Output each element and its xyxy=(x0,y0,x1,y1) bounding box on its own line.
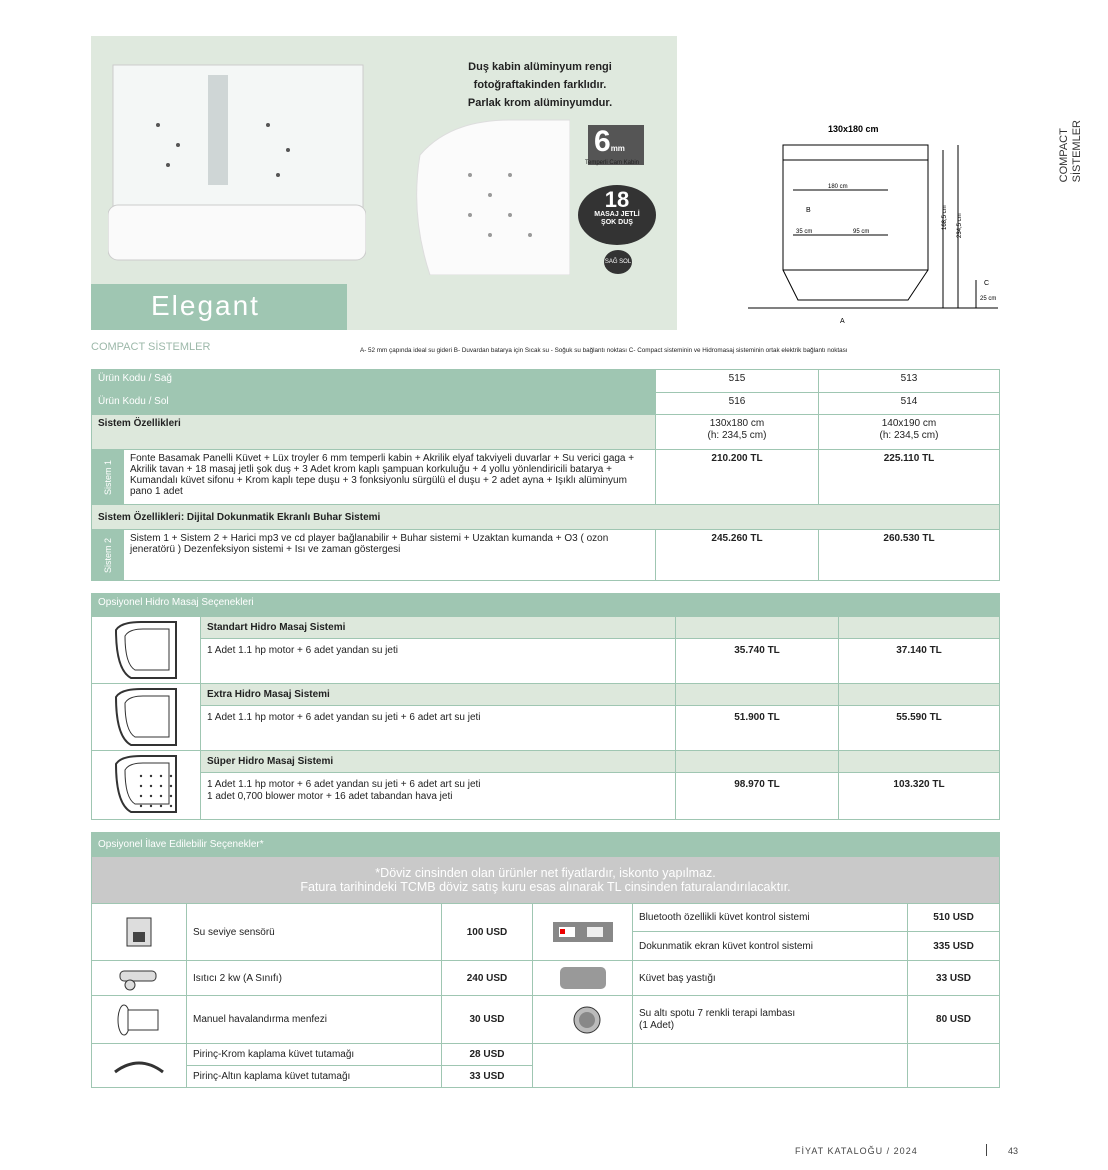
side-label-line: SİSTEMLER xyxy=(1071,120,1083,183)
hydro-name: Standart Hidro Masaj Sistemi xyxy=(201,617,676,639)
hydro-option xyxy=(92,751,1000,773)
size-cell: 140x190 cm (h: 234,5 cm) xyxy=(819,415,1000,450)
extra-name: Dokunmatik ekran küvet kontrol sistemi xyxy=(633,932,908,961)
row-label: Ürün Kodu / Sol xyxy=(92,393,656,415)
table-heading: Opsiyonel İlave Edilebilir Seçenekler* xyxy=(92,833,1000,857)
dim-label: 234,5 cm xyxy=(957,213,963,238)
price-cell: 98.970 TL xyxy=(676,773,839,820)
hydro-name: Extra Hidro Masaj Sistemi xyxy=(201,684,676,706)
hydro-desc: 1 Adet 1.1 hp motor + 6 adet yandan su jeti xyxy=(201,639,676,684)
product-title: Elegant xyxy=(91,284,347,330)
price-cell: 103.320 TL xyxy=(839,773,1000,820)
hydro-option xyxy=(92,617,1000,639)
dim-label: 35 cm xyxy=(796,229,813,235)
table-heading: Opsiyonel Hidro Masaj Seçenekleri xyxy=(92,594,1000,617)
price-cell: 210.200 TL xyxy=(656,450,819,505)
dim-label: 25 cm xyxy=(980,296,997,302)
footer-divider xyxy=(986,1144,987,1156)
extra-price: 100 USD xyxy=(442,904,533,961)
price-cell: 35.740 TL xyxy=(676,639,839,684)
dim-label: 180 cm xyxy=(828,184,848,190)
dim-label: 95 cm xyxy=(853,229,870,235)
system2-heading: Sistem Özellikleri: Dijital Dokunmatik Ekranlı Buhar Sistemi xyxy=(92,505,1000,530)
empty-cell xyxy=(908,1044,1000,1088)
header-cell xyxy=(676,684,839,706)
price-cell: 225.110 TL xyxy=(819,450,1000,505)
code-cell: 514 xyxy=(819,393,1000,415)
6mm-glass-badge xyxy=(588,125,644,165)
pillow-icon xyxy=(533,961,633,996)
price-cell: 245.260 TL xyxy=(656,530,819,581)
control-panel-icon xyxy=(533,904,633,961)
header-cell xyxy=(676,617,839,639)
price-cell: 260.530 TL xyxy=(819,530,1000,581)
dimension-diagram xyxy=(748,120,1008,330)
code-cell: 513 xyxy=(819,370,1000,393)
extra-price: 80 USD xyxy=(908,996,1000,1044)
header-cell xyxy=(839,684,1000,706)
notice-line: Duş kabin alüminyum rengi xyxy=(468,61,612,73)
extra-price: 510 USD xyxy=(908,904,1000,932)
extra-name: Bluetooth özellikli küvet kontrol sistemi xyxy=(633,904,908,932)
handle-icon xyxy=(92,1044,187,1088)
catalog-footer: FİYAT KATALOĞU / 2024 xyxy=(795,1146,918,1156)
tub-plan-icon xyxy=(92,617,201,684)
tub-plan-icon xyxy=(92,684,201,751)
diagram-notes: A- 52 mm çapında ideal su gideri B- Duvardan batarya için Sıcak su - Soğuk su bağlantı noktası C- Compact sisteminin ve Hidromasaj sisteminin ortak elektrik bağlantı noktası xyxy=(360,347,848,354)
sensor-icon xyxy=(92,904,187,961)
point-b: B xyxy=(806,207,811,214)
lr-right: SOL xyxy=(619,259,632,265)
dim-label: 168,5 cm xyxy=(942,205,948,230)
extras-table xyxy=(91,832,1000,1088)
extra-name: Küvet baş yastığı xyxy=(633,961,908,996)
extra-price: 28 USD xyxy=(442,1044,533,1066)
extra-price: 335 USD xyxy=(908,932,1000,961)
notice-line: Parlak krom alüminyumdur. xyxy=(467,97,613,109)
section-label: COMPACT SİSTEMLER xyxy=(91,341,211,353)
extra-name: Su seviye sensörü xyxy=(187,904,442,961)
row-label: Ürün Kodu / Sağ xyxy=(92,370,656,393)
extra-price: 33 USD xyxy=(908,961,1000,996)
jets-value: 18 xyxy=(604,187,630,212)
hydro-option xyxy=(92,684,1000,706)
spotlight-icon xyxy=(533,996,633,1044)
hydro-desc: 1 Adet 1.1 hp motor + 6 adet yandan su jeti + 6 adet art su jeti 1 adet 0,700 blower motor + 16 adet tabandan hava jeti xyxy=(201,773,676,820)
header-cell xyxy=(839,617,1000,639)
price-cell: 51.900 TL xyxy=(676,706,839,751)
page-number: 43 xyxy=(1008,1146,1019,1156)
price-cell: 55.590 TL xyxy=(839,706,1000,751)
vent-icon xyxy=(92,996,187,1044)
jets-label: MASAJ JETLİ xyxy=(594,211,640,218)
code-cell: 515 xyxy=(656,370,819,393)
empty-cell xyxy=(633,1044,908,1088)
cabin-color-notice xyxy=(440,58,640,112)
glass-caption: Temperli Cam Kabin xyxy=(585,160,640,166)
lr-left: SAĞ xyxy=(604,259,618,265)
point-c: C xyxy=(984,280,990,287)
extra-name: Su altı spotu 7 renkli terapi lambası (1 Adet) xyxy=(633,996,908,1044)
system-tag: Sistem 2 xyxy=(92,530,124,581)
empty-cell xyxy=(533,1044,633,1088)
heater-icon xyxy=(92,961,187,996)
point-a: A xyxy=(840,318,845,325)
left-right-badge xyxy=(604,250,632,274)
notice-line: fotoğraftakinden farklıdır. xyxy=(473,79,607,91)
size-cell: 130x180 cm (h: 234,5 cm) xyxy=(656,415,819,450)
currency-note xyxy=(92,857,1000,904)
corner-tub-image xyxy=(410,115,570,275)
extra-name: Pirinç-Krom kaplama küvet tutamağı xyxy=(187,1044,442,1066)
system-desc: Sistem 1 + Sistem 2 + Harici mp3 ve cd player bağlanabilir + Buhar sistemi + Uzaktan kumanda + O3 ( ozon jeneratörü ) Dezenfeksiyon sistemi + Isı ve zaman göstergesi xyxy=(124,530,656,581)
row-label: Sistem Özellikleri xyxy=(92,415,656,450)
price-table xyxy=(91,369,1000,581)
extra-name: Pirinç-Altın kaplama küvet tutamağı xyxy=(187,1066,442,1088)
hydro-desc: 1 Adet 1.1 hp motor + 6 adet yandan su jeti + 6 adet art su jeti xyxy=(201,706,676,751)
extra-price: 240 USD xyxy=(442,961,533,996)
code-cell: 516 xyxy=(656,393,819,415)
extra-name: Isıtıcı 2 kw (A Sınıfı) xyxy=(187,961,442,996)
glass-unit: mm xyxy=(610,144,625,153)
jets-label: ŞOK DUŞ xyxy=(601,219,633,226)
header-cell xyxy=(839,751,1000,773)
system-tag: Sistem 1 xyxy=(92,450,124,505)
extra-price: 30 USD xyxy=(442,996,533,1044)
diagram-title: 130x180 cm xyxy=(828,124,879,134)
note-line: *Döviz cinsinden olan ürünler net fiyatlardır, iskonto yapılmaz. xyxy=(375,866,716,880)
extra-name: Manuel havalandırma menfezi xyxy=(187,996,442,1044)
hydro-name: Süper Hidro Masaj Sistemi xyxy=(201,751,676,773)
price-cell: 37.140 TL xyxy=(839,639,1000,684)
side-section-label xyxy=(1058,120,1084,182)
hydro-massage-table xyxy=(91,593,1000,820)
glass-value: 6 xyxy=(594,125,611,158)
note-line: Fatura tarihindeki TCMB döviz satış kuru esas alınarak TL cinsinden faturalandırılacaktır. xyxy=(300,880,791,894)
tub-plan-icon xyxy=(92,751,201,820)
shower-cabin-image xyxy=(108,55,366,265)
18-jets-badge xyxy=(578,185,656,245)
extra-price: 33 USD xyxy=(442,1066,533,1088)
side-label-line: COMPACT xyxy=(1058,128,1070,183)
system-desc: Fonte Basamak Panelli Küvet + Lüx troyler 6 mm temperli kabin + Akrilik elyaf takviyeli duvarlar + Su verici gaga + Akrilik tavan + 18 masaj jetli şok duş + 3 Adet krom kaplı şampuan korkuluğu + 4 yollu yönlendiricili batarya + Kumandalı küvet sifonu + Krom kaplı tepe duşu + 3 fonksiyonlu sürgülü el duşu + 2 adet ayna + Işıklı alüminyum pano 1 adet xyxy=(124,450,656,505)
header-cell xyxy=(676,751,839,773)
